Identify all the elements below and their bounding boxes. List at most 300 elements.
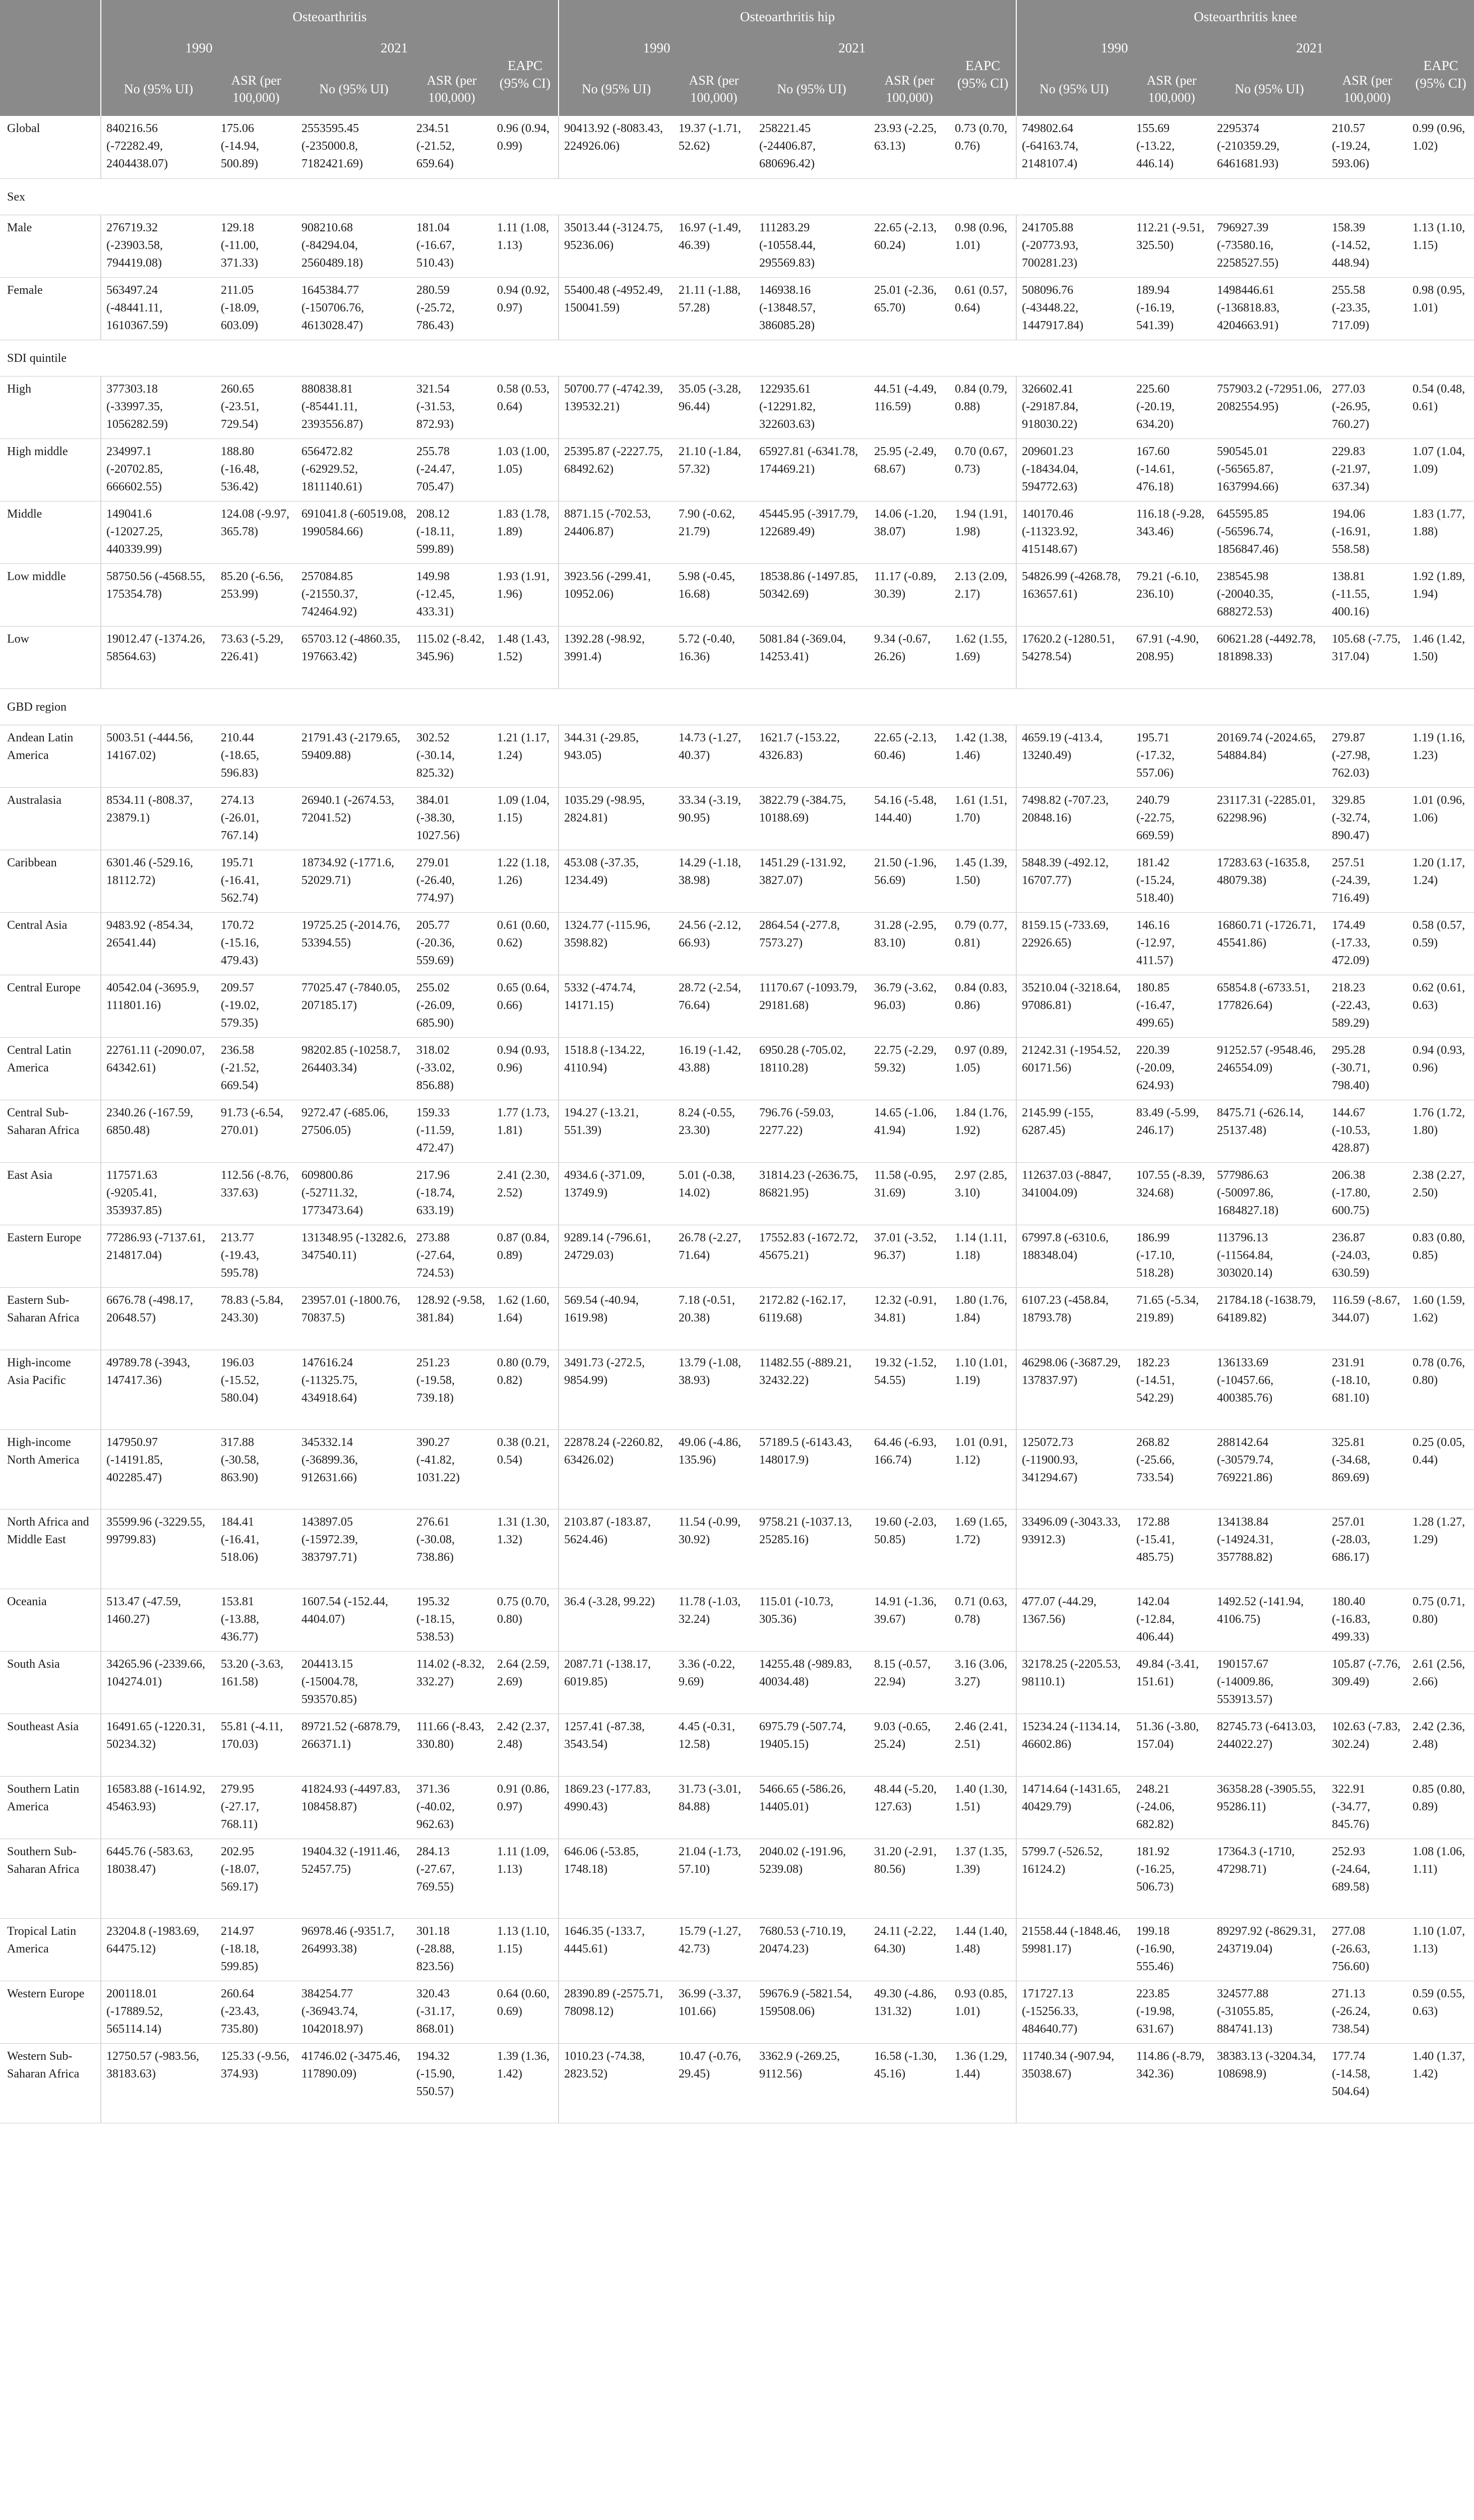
year-header: 2021 xyxy=(296,33,492,62)
cell-count-2021: 82745.73 (-6413.03, 244022.27) xyxy=(1212,1714,1327,1776)
cell-asr-2021: 19.60 (-2.03, 50.85) xyxy=(869,1509,950,1589)
cell-eapc: 0.79 (0.77, 0.81) xyxy=(950,912,1016,975)
cell-asr-1990: 107.55 (-8.39, 324.68) xyxy=(1131,1162,1212,1225)
cell-count-1990: 1646.35 (-133.7, 4445.61) xyxy=(559,1918,673,1981)
cell-count-2021: 23117.31 (-2285.01, 62298.96) xyxy=(1212,787,1327,850)
cell-eapc: 1.44 (1.40, 1.48) xyxy=(950,1918,1016,1981)
cell-asr-2021: 320.43 (-31.17, 868.01) xyxy=(411,1981,492,2043)
cell-count-1990: 5003.51 (-444.56, 14167.02) xyxy=(101,725,216,787)
table-row xyxy=(0,1589,1474,1651)
row-label: Tropical Latin America xyxy=(0,1918,101,1981)
cell-eapc: 0.58 (0.53, 0.64) xyxy=(492,376,559,438)
cell-asr-2021: 37.01 (-3.52, 96.37) xyxy=(869,1225,950,1287)
cell-count-2021: 19725.25 (-2014.76, 53394.55) xyxy=(296,912,411,975)
cell-count-2021: 577986.63 (-50097.86, 1684827.18) xyxy=(1212,1162,1327,1225)
year-header: 1990 xyxy=(559,33,754,62)
cell-asr-1990: 124.08 (-9.97, 365.78) xyxy=(216,501,296,563)
cell-asr-1990: 5.01 (-0.38, 14.02) xyxy=(673,1162,754,1225)
cell-count-1990: 8871.15 (-702.53, 24406.87) xyxy=(559,501,673,563)
cell-asr-1990: 24.56 (-2.12, 66.93) xyxy=(673,912,754,975)
row-label: Western Sub-Saharan Africa xyxy=(0,2043,101,2123)
cell-asr-1990: 181.42 (-15.24, 518.40) xyxy=(1131,850,1212,912)
group-header-osteoarthritis: Osteoarthritis xyxy=(101,0,559,33)
cell-asr-1990: 260.65 (-23.51, 729.54) xyxy=(216,376,296,438)
cell-eapc: 1.14 (1.11, 1.18) xyxy=(950,1225,1016,1287)
cell-eapc: 0.98 (0.95, 1.01) xyxy=(1407,277,1474,340)
cell-asr-2021: 105.68 (-7.75, 317.04) xyxy=(1327,626,1407,688)
group-header-osteoarthritis-hip: Osteoarthritis hip xyxy=(559,0,1016,33)
cell-count-2021: 609800.86 (-52711.32, 1773473.64) xyxy=(296,1162,411,1225)
cell-count-2021: 3362.9 (-269.25, 9112.56) xyxy=(754,2043,869,2123)
cell-asr-1990: 184.41 (-16.41, 518.06) xyxy=(216,1509,296,1589)
row-label: Female xyxy=(0,277,101,340)
cell-count-2021: 9758.21 (-1037.13, 25285.16) xyxy=(754,1509,869,1589)
table-row xyxy=(0,563,1474,626)
cell-count-1990: 1010.23 (-74.38, 2823.52) xyxy=(559,2043,673,2123)
table-row xyxy=(0,1350,1474,1429)
cell-count-1990: 3923.56 (-299.41, 10952.06) xyxy=(559,563,673,626)
cell-count-2021: 59676.9 (-5821.54, 159508.06) xyxy=(754,1981,869,2043)
cell-asr-1990: 8.24 (-0.55, 23.30) xyxy=(673,1100,754,1162)
cell-count-2021: 89721.52 (-6878.79, 266371.1) xyxy=(296,1714,411,1776)
cell-count-2021: 65703.12 (-4860.35, 197663.42) xyxy=(296,626,411,688)
cell-asr-1990: 112.21 (-9.51, 325.50) xyxy=(1131,215,1212,277)
cell-eapc: 1.77 (1.73, 1.81) xyxy=(492,1100,559,1162)
cell-count-1990: 326602.41 (-29187.84, 918030.22) xyxy=(1016,376,1131,438)
cell-asr-1990: 186.99 (-17.10, 518.28) xyxy=(1131,1225,1212,1287)
cell-asr-2021: 277.03 (-26.95, 760.27) xyxy=(1327,376,1407,438)
cell-asr-2021: 44.51 (-4.49, 116.59) xyxy=(869,376,950,438)
row-label: High middle xyxy=(0,438,101,501)
cell-count-2021: 238545.98 (-20040.35, 688272.53) xyxy=(1212,563,1327,626)
cell-asr-1990: 5.72 (-0.40, 16.36) xyxy=(673,626,754,688)
row-label: Global xyxy=(0,116,101,178)
cell-asr-2021: 218.23 (-22.43, 589.29) xyxy=(1327,975,1407,1037)
count-header: No (95% UI) xyxy=(101,62,216,116)
cell-count-2021: 908210.68 (-84294.04, 2560489.18) xyxy=(296,215,411,277)
cell-eapc: 1.62 (1.55, 1.69) xyxy=(950,626,1016,688)
cell-count-1990: 749802.64 (-64163.74, 2148107.4) xyxy=(1016,116,1131,178)
table-row xyxy=(0,912,1474,975)
cell-count-2021: 91252.57 (-9548.46, 246554.09) xyxy=(1212,1037,1327,1100)
cell-asr-1990: 31.73 (-3.01, 84.88) xyxy=(673,1776,754,1839)
cell-asr-2021: 322.91 (-34.77, 845.76) xyxy=(1327,1776,1407,1839)
cell-asr-1990: 182.23 (-14.51, 542.29) xyxy=(1131,1350,1212,1429)
cell-count-2021: 1645384.77 (-150706.76, 4613028.47) xyxy=(296,277,411,340)
cell-count-2021: 2040.02 (-191.96, 5239.08) xyxy=(754,1839,869,1918)
cell-asr-2021: 23.93 (-2.25, 63.13) xyxy=(869,116,950,178)
cell-count-1990: 21242.31 (-1954.52, 60171.56) xyxy=(1016,1037,1131,1100)
cell-count-2021: 757903.2 (-72951.06, 2082554.95) xyxy=(1212,376,1327,438)
cell-asr-1990: 129.18 (-11.00, 371.33) xyxy=(216,215,296,277)
section-filler xyxy=(101,178,1474,215)
cell-asr-1990: 53.20 (-3.63, 161.58) xyxy=(216,1651,296,1714)
cell-asr-1990: 16.19 (-1.42, 43.88) xyxy=(673,1037,754,1100)
asr-header: ASR (per 100,000) xyxy=(216,62,296,116)
cell-asr-2021: 102.63 (-7.83, 302.24) xyxy=(1327,1714,1407,1776)
cell-eapc: 1.84 (1.76, 1.92) xyxy=(950,1100,1016,1162)
cell-asr-2021: 276.61 (-30.08, 738.86) xyxy=(411,1509,492,1589)
count-header: No (95% UI) xyxy=(559,62,673,116)
cell-count-1990: 9483.92 (-854.34, 26541.44) xyxy=(101,912,216,975)
cell-count-1990: 25395.87 (-2227.75, 68492.62) xyxy=(559,438,673,501)
cell-asr-2021: 138.81 (-11.55, 400.16) xyxy=(1327,563,1407,626)
cell-count-1990: 9289.14 (-796.61, 24729.03) xyxy=(559,1225,673,1287)
asr-header: ASR (per 100,000) xyxy=(1131,62,1212,116)
table-row xyxy=(0,1037,1474,1100)
cell-asr-2021: 105.87 (-7.76, 309.49) xyxy=(1327,1651,1407,1714)
cell-count-1990: 1035.29 (-98.95, 2824.81) xyxy=(559,787,673,850)
count-header: No (95% UI) xyxy=(1212,62,1327,116)
cell-count-2021: 345332.14 (-36899.36, 912631.66) xyxy=(296,1429,411,1509)
cell-eapc: 0.91 (0.86, 0.97) xyxy=(492,1776,559,1839)
cell-count-1990: 1324.77 (-115.96, 3598.82) xyxy=(559,912,673,975)
cell-asr-1990: 195.71 (-16.41, 562.74) xyxy=(216,850,296,912)
cell-eapc: 0.94 (0.93, 0.96) xyxy=(492,1037,559,1100)
cell-count-2021: 146938.16 (-13848.57, 386085.28) xyxy=(754,277,869,340)
cell-asr-2021: 236.87 (-24.03, 630.59) xyxy=(1327,1225,1407,1287)
table-row xyxy=(0,1776,1474,1839)
cell-eapc: 1.40 (1.37, 1.42) xyxy=(1407,2043,1474,2123)
cell-eapc: 1.83 (1.78, 1.89) xyxy=(492,501,559,563)
cell-asr-2021: 14.65 (-1.06, 41.94) xyxy=(869,1100,950,1162)
cell-count-2021: 880838.81 (-85441.11, 2393556.87) xyxy=(296,376,411,438)
cell-count-1990: 12750.57 (-983.56, 38183.63) xyxy=(101,2043,216,2123)
cell-eapc: 1.76 (1.72, 1.80) xyxy=(1407,1100,1474,1162)
cell-asr-2021: 144.67 (-10.53, 428.87) xyxy=(1327,1100,1407,1162)
cell-asr-1990: 21.10 (-1.84, 57.32) xyxy=(673,438,754,501)
row-label: Southern Latin America xyxy=(0,1776,101,1839)
cell-eapc: 0.61 (0.57, 0.64) xyxy=(950,277,1016,340)
table-row xyxy=(0,1981,1474,2043)
section-header-row xyxy=(0,340,1474,376)
cell-count-1990: 32178.25 (-2205.53, 98110.1) xyxy=(1016,1651,1131,1714)
cell-asr-1990: 55.81 (-4.11, 170.03) xyxy=(216,1714,296,1776)
cell-count-1990: 2340.26 (-167.59, 6850.48) xyxy=(101,1100,216,1162)
cell-eapc: 0.61 (0.60, 0.62) xyxy=(492,912,559,975)
section-header-row xyxy=(0,688,1474,725)
cell-asr-2021: 277.08 (-26.63, 756.60) xyxy=(1327,1918,1407,1981)
cell-asr-2021: 22.65 (-2.13, 60.46) xyxy=(869,725,950,787)
cell-asr-1990: 260.64 (-23.43, 735.80) xyxy=(216,1981,296,2043)
cell-eapc: 1.11 (1.08, 1.13) xyxy=(492,215,559,277)
cell-count-1990: 2103.87 (-183.87, 5624.46) xyxy=(559,1509,673,1589)
row-label: East Asia xyxy=(0,1162,101,1225)
cell-asr-2021: 25.01 (-2.36, 65.70) xyxy=(869,277,950,340)
cell-eapc: 0.58 (0.57, 0.59) xyxy=(1407,912,1474,975)
row-label-header xyxy=(0,0,101,116)
cell-asr-2021: 251.23 (-19.58, 739.18) xyxy=(411,1350,492,1429)
cell-asr-2021: 22.75 (-2.29, 59.32) xyxy=(869,1037,950,1100)
row-label: Low xyxy=(0,626,101,688)
asr-header: ASR (per 100,000) xyxy=(869,62,950,116)
cell-asr-2021: 329.85 (-32.74, 890.47) xyxy=(1327,787,1407,850)
cell-count-1990: 1392.28 (-98.92, 3991.4) xyxy=(559,626,673,688)
cell-count-2021: 7680.53 (-710.19, 20474.23) xyxy=(754,1918,869,1981)
cell-count-2021: 136133.69 (-10457.66, 400385.76) xyxy=(1212,1350,1327,1429)
cell-count-1990: 140170.46 (-11323.92, 415148.67) xyxy=(1016,501,1131,563)
cell-count-1990: 6445.76 (-583.63, 18038.47) xyxy=(101,1839,216,1918)
cell-eapc: 2.61 (2.56, 2.66) xyxy=(1407,1651,1474,1714)
cell-eapc: 0.75 (0.70, 0.80) xyxy=(492,1589,559,1651)
cell-eapc: 1.10 (1.01, 1.19) xyxy=(950,1350,1016,1429)
cell-count-2021: 1621.7 (-153.22, 4326.83) xyxy=(754,725,869,787)
row-label: Central Latin America xyxy=(0,1037,101,1100)
cell-asr-2021: 255.02 (-26.09, 685.90) xyxy=(411,975,492,1037)
cell-count-1990: 15234.24 (-1134.14, 46602.86) xyxy=(1016,1714,1131,1776)
cell-count-2021: 645595.85 (-56596.74, 1856847.46) xyxy=(1212,501,1327,563)
cell-asr-2021: 158.39 (-14.52, 448.94) xyxy=(1327,215,1407,277)
cell-eapc: 2.46 (2.41, 2.51) xyxy=(950,1714,1016,1776)
cell-count-2021: 796927.39 (-73580.16, 2258527.55) xyxy=(1212,215,1327,277)
table-row xyxy=(0,1287,1474,1350)
cell-count-1990: 16583.88 (-1614.92, 45463.93) xyxy=(101,1776,216,1839)
asr-header: ASR (per 100,000) xyxy=(411,62,492,116)
cell-count-2021: 41746.02 (-3475.46, 117890.09) xyxy=(296,2043,411,2123)
row-label: Andean Latin America xyxy=(0,725,101,787)
cell-asr-2021: 271.13 (-26.24, 738.54) xyxy=(1327,1981,1407,2043)
count-header: No (95% UI) xyxy=(754,62,869,116)
cell-asr-1990: 13.79 (-1.08, 38.93) xyxy=(673,1350,754,1429)
cell-count-1990: 67997.8 (-6310.6, 188348.04) xyxy=(1016,1225,1131,1287)
cell-count-2021: 21784.18 (-1638.79, 64189.82) xyxy=(1212,1287,1327,1350)
cell-eapc: 1.21 (1.17, 1.24) xyxy=(492,725,559,787)
cell-eapc: 0.84 (0.79, 0.88) xyxy=(950,376,1016,438)
cell-eapc: 2.42 (2.36, 2.48) xyxy=(1407,1714,1474,1776)
cell-asr-2021: 49.30 (-4.86, 131.32) xyxy=(869,1981,950,2043)
cell-count-2021: 77025.47 (-7840.05, 207185.17) xyxy=(296,975,411,1037)
cell-eapc: 1.31 (1.30, 1.32) xyxy=(492,1509,559,1589)
cell-count-2021: 21791.43 (-2179.65, 59409.88) xyxy=(296,725,411,787)
year-header: 1990 xyxy=(101,33,296,62)
cell-count-1990: 28390.89 (-2575.71, 78098.12) xyxy=(559,1981,673,2043)
cell-count-2021: 16860.71 (-1726.71, 45541.86) xyxy=(1212,912,1327,975)
table-header xyxy=(0,0,1474,116)
cell-eapc: 0.78 (0.76, 0.80) xyxy=(1407,1350,1474,1429)
cell-count-2021: 38383.13 (-3204.34, 108698.9) xyxy=(1212,2043,1327,2123)
cell-count-2021: 18734.92 (-1771.6, 52029.71) xyxy=(296,850,411,912)
cell-eapc: 1.69 (1.65, 1.72) xyxy=(950,1509,1016,1589)
cell-eapc: 1.20 (1.17, 1.24) xyxy=(1407,850,1474,912)
cell-count-2021: 26940.1 (-2674.53, 72041.52) xyxy=(296,787,411,850)
cell-asr-1990: 317.88 (-30.58, 863.90) xyxy=(216,1429,296,1509)
year-header: 2021 xyxy=(1212,33,1407,62)
section-filler xyxy=(101,688,1474,725)
cell-count-2021: 17283.63 (-1635.8, 48079.38) xyxy=(1212,850,1327,912)
cell-eapc: 0.94 (0.93, 0.96) xyxy=(1407,1037,1474,1100)
cell-eapc: 1.80 (1.76, 1.84) xyxy=(950,1287,1016,1350)
cell-asr-2021: 217.96 (-18.74, 633.19) xyxy=(411,1162,492,1225)
cell-asr-2021: 48.44 (-5.20, 127.63) xyxy=(869,1776,950,1839)
row-label: High-income North America xyxy=(0,1429,101,1509)
cell-asr-1990: 49.84 (-3.41, 151.61) xyxy=(1131,1651,1212,1714)
section-label: Sex xyxy=(0,178,101,215)
row-label: Caribbean xyxy=(0,850,101,912)
cell-eapc: 1.01 (0.96, 1.06) xyxy=(1407,787,1474,850)
section-filler xyxy=(101,340,1474,376)
cell-asr-1990: 112.56 (-8.76, 337.63) xyxy=(216,1162,296,1225)
cell-asr-1990: 5.98 (-0.45, 16.68) xyxy=(673,563,754,626)
cell-asr-2021: 181.04 (-16.67, 510.43) xyxy=(411,215,492,277)
cell-count-1990: 241705.88 (-20773.93, 700281.23) xyxy=(1016,215,1131,277)
row-label: High-income Asia Pacific xyxy=(0,1350,101,1429)
cell-asr-1990: 268.82 (-25.66, 733.54) xyxy=(1131,1429,1212,1509)
cell-asr-1990: 180.85 (-16.47, 499.65) xyxy=(1131,975,1212,1037)
cell-asr-1990: 4.45 (-0.31, 12.58) xyxy=(673,1714,754,1776)
cell-count-1990: 50700.77 (-4742.39, 139532.21) xyxy=(559,376,673,438)
cell-eapc: 0.94 (0.92, 0.97) xyxy=(492,277,559,340)
cell-asr-2021: 208.12 (-18.11, 599.89) xyxy=(411,501,492,563)
cell-count-2021: 257084.85 (-21550.37, 742464.92) xyxy=(296,563,411,626)
cell-asr-2021: 111.66 (-8.43, 330.80) xyxy=(411,1714,492,1776)
cell-count-1990: 6301.46 (-529.16, 18112.72) xyxy=(101,850,216,912)
cell-count-2021: 324577.88 (-31055.85, 884741.13) xyxy=(1212,1981,1327,2043)
cell-count-1990: 5799.7 (-526.52, 16124.2) xyxy=(1016,1839,1131,1918)
cell-count-1990: 49789.78 (-3943, 147417.36) xyxy=(101,1350,216,1429)
cell-count-1990: 276719.32 (-23903.58, 794419.08) xyxy=(101,215,216,277)
cell-count-1990: 1257.41 (-87.38, 3543.54) xyxy=(559,1714,673,1776)
cell-count-2021: 2172.82 (-162.17, 6119.68) xyxy=(754,1287,869,1350)
section-label: SDI quintile xyxy=(0,340,101,376)
cell-count-1990: 563497.24 (-48441.11, 1610367.59) xyxy=(101,277,216,340)
cell-count-1990: 22878.24 (-2260.82, 63426.02) xyxy=(559,1429,673,1509)
cell-count-1990: 2145.99 (-155, 6287.45) xyxy=(1016,1100,1131,1162)
cell-count-1990: 117571.63 (-9205.41, 353937.85) xyxy=(101,1162,216,1225)
cell-count-1990: 33496.09 (-3043.33, 93912.3) xyxy=(1016,1509,1131,1589)
cell-count-2021: 20169.74 (-2024.65, 54884.84) xyxy=(1212,725,1327,787)
cell-count-1990: 58750.56 (-4568.55, 175354.78) xyxy=(101,563,216,626)
cell-asr-1990: 85.20 (-6.56, 253.99) xyxy=(216,563,296,626)
cell-count-1990: 77286.93 (-7137.61, 214817.04) xyxy=(101,1225,216,1287)
cell-count-1990: 569.54 (-40.94, 1619.98) xyxy=(559,1287,673,1350)
cell-count-2021: 1607.54 (-152.44, 4404.07) xyxy=(296,1589,411,1651)
cell-count-1990: 453.08 (-37.35, 1234.49) xyxy=(559,850,673,912)
cell-eapc: 0.80 (0.79, 0.82) xyxy=(492,1350,559,1429)
row-label: Male xyxy=(0,215,101,277)
cell-asr-1990: 155.69 (-13.22, 446.14) xyxy=(1131,116,1212,178)
cell-asr-1990: 114.86 (-8.79, 342.36) xyxy=(1131,2043,1212,2123)
cell-eapc: 3.16 (3.06, 3.27) xyxy=(950,1651,1016,1714)
cell-asr-2021: 390.27 (-41.82, 1031.22) xyxy=(411,1429,492,1509)
cell-count-1990: 19012.47 (-1374.26, 58564.63) xyxy=(101,626,216,688)
cell-asr-1990: 11.78 (-1.03, 32.24) xyxy=(673,1589,754,1651)
cell-asr-1990: 213.77 (-19.43, 595.78) xyxy=(216,1225,296,1287)
table-row xyxy=(0,501,1474,563)
cell-asr-2021: 22.65 (-2.13, 60.24) xyxy=(869,215,950,277)
cell-asr-2021: 229.83 (-21.97, 637.34) xyxy=(1327,438,1407,501)
cell-count-2021: 17552.83 (-1672.72, 45675.21) xyxy=(754,1225,869,1287)
cell-eapc: 1.19 (1.16, 1.23) xyxy=(1407,725,1474,787)
cell-asr-2021: 115.02 (-8.42, 345.96) xyxy=(411,626,492,688)
cell-asr-1990: 175.06 (-14.94, 500.89) xyxy=(216,116,296,178)
cell-count-1990: 23204.8 (-1983.69, 64475.12) xyxy=(101,1918,216,1981)
cell-count-1990: 149041.6 (-12027.25, 440339.99) xyxy=(101,501,216,563)
cell-count-2021: 18538.86 (-1497.85, 50342.69) xyxy=(754,563,869,626)
table-row xyxy=(0,1162,1474,1225)
year-header: 1990 xyxy=(1016,33,1212,62)
cell-asr-1990: 210.44 (-18.65, 596.83) xyxy=(216,725,296,787)
cell-asr-2021: 54.16 (-5.48, 144.40) xyxy=(869,787,950,850)
cell-count-2021: 122935.61 (-12291.82, 322603.63) xyxy=(754,376,869,438)
cell-eapc: 1.83 (1.77, 1.88) xyxy=(1407,501,1474,563)
cell-eapc: 1.09 (1.04, 1.15) xyxy=(492,787,559,850)
cell-asr-2021: 210.57 (-19.24, 593.06) xyxy=(1327,116,1407,178)
table-row xyxy=(0,376,1474,438)
cell-count-1990: 194.27 (-13.21, 551.39) xyxy=(559,1100,673,1162)
cell-count-2021: 796.76 (-59.03, 2277.22) xyxy=(754,1100,869,1162)
cell-asr-1990: 214.97 (-18.18, 599.85) xyxy=(216,1918,296,1981)
group-header-osteoarthritis-knee: Osteoarthritis knee xyxy=(1016,0,1474,33)
cell-count-1990: 1518.8 (-134.22, 4110.94) xyxy=(559,1037,673,1100)
cell-asr-1990: 51.36 (-3.80, 157.04) xyxy=(1131,1714,1212,1776)
cell-count-1990: 22761.11 (-2090.07, 64342.61) xyxy=(101,1037,216,1100)
cell-asr-1990: 195.71 (-17.32, 557.06) xyxy=(1131,725,1212,787)
cell-eapc: 1.13 (1.10, 1.15) xyxy=(1407,215,1474,277)
cell-asr-2021: 9.03 (-0.65, 25.24) xyxy=(869,1714,950,1776)
cell-count-2021: 115.01 (-10.73, 305.36) xyxy=(754,1589,869,1651)
cell-count-1990: 5848.39 (-492.12, 16707.77) xyxy=(1016,850,1131,912)
cell-asr-1990: 153.81 (-13.88, 436.77) xyxy=(216,1589,296,1651)
cell-eapc: 1.93 (1.91, 1.96) xyxy=(492,563,559,626)
row-label: Southeast Asia xyxy=(0,1714,101,1776)
table-row xyxy=(0,277,1474,340)
cell-count-1990: 3491.73 (-272.5, 9854.99) xyxy=(559,1350,673,1429)
cell-asr-2021: 325.81 (-34.68, 869.69) xyxy=(1327,1429,1407,1509)
cell-count-1990: 2087.71 (-138.17, 6019.85) xyxy=(559,1651,673,1714)
cell-count-1990: 90413.92 (-8083.43, 224926.06) xyxy=(559,116,673,178)
cell-eapc: 2.42 (2.37, 2.48) xyxy=(492,1714,559,1776)
cell-asr-2021: 25.95 (-2.49, 68.67) xyxy=(869,438,950,501)
cell-count-2021: 41824.93 (-4497.83, 108458.87) xyxy=(296,1776,411,1839)
cell-asr-2021: 128.92 (-9.58, 381.84) xyxy=(411,1287,492,1350)
cell-count-2021: 57189.5 (-6143.43, 148017.9) xyxy=(754,1429,869,1509)
cell-asr-2021: 284.13 (-27.67, 769.55) xyxy=(411,1839,492,1918)
cell-count-1990: 8159.15 (-733.69, 22926.65) xyxy=(1016,912,1131,975)
table-row xyxy=(0,1509,1474,1589)
cell-count-1990: 5332 (-474.74, 14171.15) xyxy=(559,975,673,1037)
cell-count-2021: 5466.65 (-586.26, 14405.01) xyxy=(754,1776,869,1839)
cell-asr-2021: 14.91 (-1.36, 39.67) xyxy=(869,1589,950,1651)
asr-header: ASR (per 100,000) xyxy=(1327,62,1407,116)
table-row xyxy=(0,116,1474,178)
row-label: Southern Sub-Saharan Africa xyxy=(0,1839,101,1918)
row-label: South Asia xyxy=(0,1651,101,1714)
table-row xyxy=(0,725,1474,787)
cell-count-2021: 113796.13 (-11564.84, 303020.14) xyxy=(1212,1225,1327,1287)
cell-asr-2021: 24.11 (-2.22, 64.30) xyxy=(869,1918,950,1981)
cell-count-2021: 204413.15 (-15004.78, 593570.85) xyxy=(296,1651,411,1714)
cell-asr-2021: 318.02 (-33.02, 856.88) xyxy=(411,1037,492,1100)
cell-count-1990: 11740.34 (-907.94, 35038.67) xyxy=(1016,2043,1131,2123)
cell-count-1990: 200118.01 (-17889.52, 565114.14) xyxy=(101,1981,216,2043)
cell-asr-2021: 301.18 (-28.88, 823.56) xyxy=(411,1918,492,1981)
cell-eapc: 0.38 (0.21, 0.54) xyxy=(492,1429,559,1509)
cell-asr-1990: 199.18 (-16.90, 555.46) xyxy=(1131,1918,1212,1981)
cell-count-2021: 14255.48 (-989.83, 40034.48) xyxy=(754,1651,869,1714)
cell-count-1990: 508096.76 (-43448.22, 1447917.84) xyxy=(1016,277,1131,340)
cell-count-1990: 35599.96 (-3229.55, 99799.83) xyxy=(101,1509,216,1589)
table-row xyxy=(0,2043,1474,2123)
eapc-header: EAPC (95% CI) xyxy=(492,33,559,116)
cell-asr-1990: 49.06 (-4.86, 135.96) xyxy=(673,1429,754,1509)
cell-count-1990: 17620.2 (-1280.51, 54278.54) xyxy=(1016,626,1131,688)
cell-asr-2021: 302.52 (-30.14, 825.32) xyxy=(411,725,492,787)
cell-asr-1990: 15.79 (-1.27, 42.73) xyxy=(673,1918,754,1981)
cell-asr-1990: 14.73 (-1.27, 40.37) xyxy=(673,725,754,787)
cell-eapc: 1.36 (1.29, 1.44) xyxy=(950,2043,1016,2123)
cell-count-2021: 11170.67 (-1093.79, 29181.68) xyxy=(754,975,869,1037)
cell-eapc: 0.75 (0.71, 0.80) xyxy=(1407,1589,1474,1651)
